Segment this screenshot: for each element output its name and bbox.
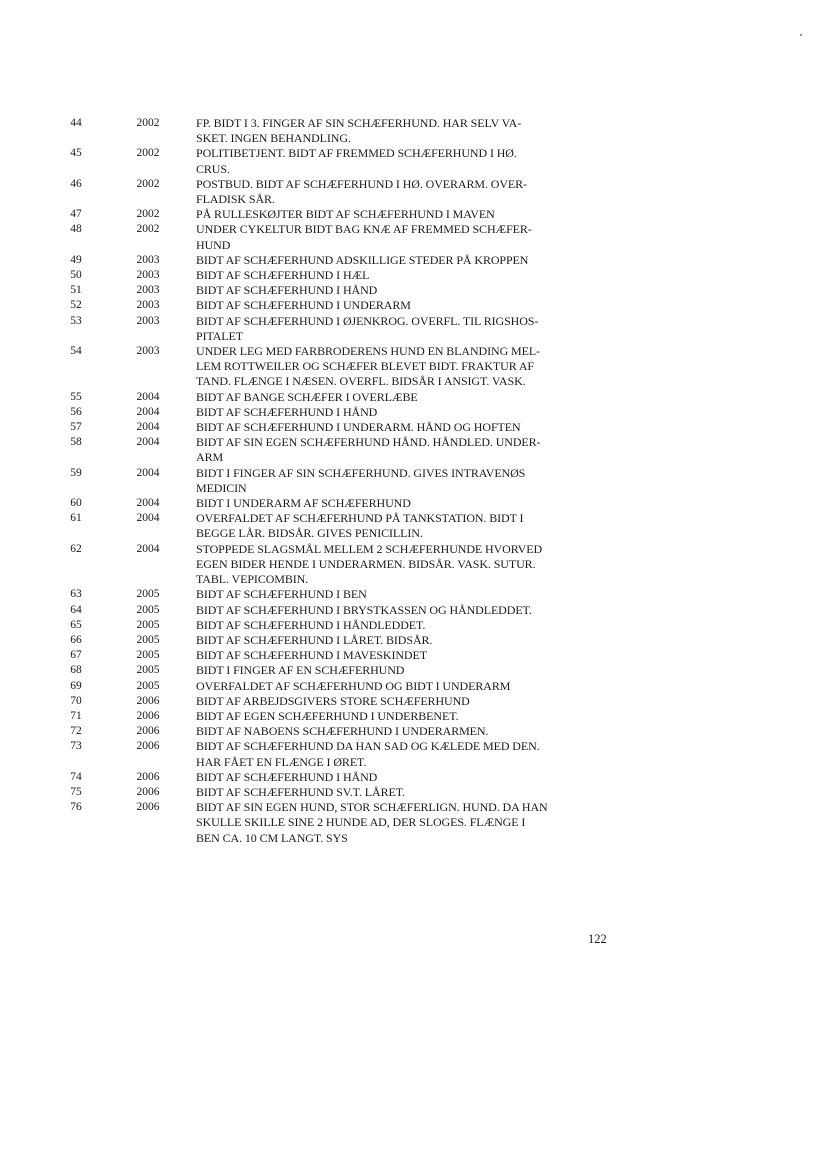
case-row [0,116,826,146]
case-row [0,207,826,222]
case-list [0,116,826,846]
case-number: 63 [70,588,82,601]
case-number: 72 [70,725,82,738]
case-row [0,435,826,465]
description-line: BIDT AF NABOENS SCHÆFERHUND I UNDERARMEN. [196,724,489,739]
page-number: 122 [588,932,607,946]
case-number: 44 [70,117,82,129]
description-line: BIDT I FINGER AF EN SCHÆFERHUND [196,663,405,678]
case-description [196,405,612,420]
description-line: BIDT AF SCHÆFERHUND I HÅND [196,769,378,784]
case-description [196,298,612,313]
case-description [196,496,612,511]
case-year: 2006 [136,694,160,707]
case-description [196,268,612,283]
description-line: HAR FÅET EN FLÆNGE I ØRET. [196,754,367,769]
description-line: PITALET [196,328,243,343]
case-year: 2005 [136,649,160,662]
description-line: SKET. INGEN BEHANDLING. [196,131,351,146]
description-line: BIDT AF SCHÆFERHUND SV.T. LÅRET. [196,784,405,799]
case-number: 66 [70,633,82,646]
case-row [0,177,826,207]
case-number: 70 [70,694,82,707]
case-year: 2004 [136,421,160,434]
case-number: 52 [70,299,82,312]
case-year: 2004 [136,466,160,479]
case-description [196,709,612,724]
case-year: 2004 [136,436,160,449]
description-line: BIDT AF SIN EGEN SCHÆFERHUND HÅND. HÅNDLED. UNDER- [196,435,541,450]
case-row [0,770,826,785]
case-row [0,344,826,390]
case-year: 2003 [136,299,160,312]
case-number: 62 [70,542,82,555]
case-year: 2003 [136,314,160,327]
case-row [0,648,826,663]
case-row [0,709,826,724]
case-number: 57 [70,421,82,434]
description-line: TABL. VEPICOMBIN. [196,572,309,587]
scan-speck [800,34,802,36]
description-line: SKULLE SKILLE SINE 2 HUNDE AD, DER SLOGES. FLÆNGE I [196,815,526,830]
case-number: 73 [70,740,82,753]
description-line: BIDT AF SCHÆFERHUND I LÅRET. BIDSÅR. [196,632,433,647]
case-year: 2005 [136,664,160,677]
case-row [0,587,826,602]
case-description [196,648,612,663]
description-line: STOPPEDE SLAGSMÅL MELLEM 2 SCHÆFERHUNDE HVORVED [196,541,543,556]
case-row [0,739,826,769]
case-year: 2002 [136,208,160,221]
case-description [196,435,612,465]
description-line: BIDT AF SCHÆFERHUND I BEN [196,587,367,602]
case-row [0,800,826,846]
case-row [0,253,826,268]
case-row [0,405,826,420]
description-line: BIDT AF SCHÆFERHUND I ØJENKROG. OVERFL. TIL RIGSHOS- [196,313,539,328]
case-row [0,390,826,405]
description-line: BIDT AF BANGE SCHÆFER I OVERLÆBE [196,389,418,404]
case-number: 55 [70,390,82,403]
case-description [196,542,612,588]
case-number: 54 [70,345,82,358]
case-year: 2002 [136,223,160,236]
case-description [196,466,612,496]
description-line: HUND [196,237,231,252]
case-year: 2003 [136,253,160,266]
description-line: BIDT AF SCHÆFERHUND DA HAN SAD OG KÆLEDE MED DEN. [196,739,540,754]
case-description [196,633,612,648]
case-description [196,283,612,298]
case-number: 45 [70,147,82,160]
case-year: 2004 [136,512,160,525]
description-line: POSTBUD. BIDT AF SCHÆFERHUND I HØ. OVERARM. OVER- [196,176,527,191]
case-row [0,466,826,496]
case-number: 68 [70,664,82,677]
case-number: 59 [70,466,82,479]
case-description [196,618,612,633]
case-description [196,314,612,344]
case-row [0,420,826,435]
case-number: 76 [70,801,82,814]
case-description [196,146,612,176]
case-description [196,663,612,678]
description-line: BIDT AF SCHÆFERHUND I HÅND [196,404,378,419]
case-year: 2003 [136,284,160,297]
description-line: BIDT I UNDERARM AF SCHÆFERHUND [196,496,411,511]
case-number: 67 [70,649,82,662]
case-number: 48 [70,223,82,236]
case-row [0,633,826,648]
case-description [196,739,612,769]
case-description [196,770,612,785]
case-description [196,207,612,222]
case-year: 2005 [136,633,160,646]
description-line: CRUS. [196,161,230,176]
case-year: 2003 [136,269,160,282]
description-line: EGEN BIDER HENDE I UNDERARMEN. BIDSÅR. VASK. SUTUR. [196,556,536,571]
case-year: 2002 [136,177,160,190]
case-year: 2004 [136,497,160,510]
case-year: 2006 [136,740,160,753]
case-number: 51 [70,284,82,297]
description-line: BIDT AF SCHÆFERHUND I HÅNDLEDDET. [196,617,426,632]
case-row [0,618,826,633]
case-number: 74 [70,770,82,783]
case-number: 49 [70,253,82,266]
case-row [0,663,826,678]
case-description [196,420,612,435]
case-description [196,344,612,390]
case-number: 46 [70,177,82,190]
case-year: 2006 [136,801,160,814]
case-year: 2006 [136,770,160,783]
description-line: TAND. FLÆNGE I NÆSEN. OVERFL. BIDSÅR I ANSIGT. VASK. [196,374,526,389]
description-line: BIDT I FINGER AF SIN SCHÆFERHUND. GIVES INTRAVENØS [196,465,526,480]
description-line: UNDER LEG MED FARBRODERENS HUND EN BLANDING MEL- [196,344,540,359]
description-line: BIDT AF SCHÆFERHUND I HÆL [196,268,370,283]
description-line: UNDER CYKELTUR BIDT BAG KNÆ AF FREMMED SCHÆFER- [196,222,532,237]
case-row [0,603,826,618]
description-line: ARM [196,450,224,465]
description-line: FP. BIDT I 3. FINGER AF SIN SCHÆFERHUND. HAR SELV VA- [196,116,522,130]
description-line: FLADISK SÅR. [196,192,275,207]
case-description [196,116,612,146]
case-year: 2006 [136,725,160,738]
case-row [0,146,826,176]
case-number: 69 [70,679,82,692]
case-description [196,253,612,268]
case-year: 2002 [136,147,160,160]
case-number: 64 [70,603,82,616]
case-row [0,268,826,283]
case-row [0,222,826,252]
description-line: BIDT AF SCHÆFERHUND I MAVESKINDET [196,648,427,663]
case-number: 60 [70,497,82,510]
case-row [0,679,826,694]
case-year: 2004 [136,390,160,403]
description-line: MEDICIN [196,480,247,495]
case-number: 50 [70,269,82,282]
description-line: POLITIBETJENT. BIDT AF FREMMED SCHÆFERHUND I HØ. [196,146,517,161]
case-description [196,390,612,405]
case-row [0,785,826,800]
description-line: OVERFALDET AF SCHÆFERHUND OG BIDT I UNDERARM [196,678,511,693]
case-description [196,694,612,709]
case-year: 2006 [136,709,160,722]
case-year: 2005 [136,603,160,616]
case-number: 58 [70,436,82,449]
case-description [196,785,612,800]
description-line: BIDT AF SCHÆFERHUND I HÅND [196,283,378,298]
case-description [196,511,612,541]
case-number: 71 [70,709,82,722]
case-number: 75 [70,785,82,798]
case-row [0,542,826,588]
description-line: BEN CA. 10 CM LANGT. SYS [196,830,348,845]
case-row [0,496,826,511]
case-row [0,724,826,739]
description-line: LEM ROTTWEILER OG SCHÆFER BLEVET BIDT. FRAKTUR AF [196,359,534,374]
case-row [0,298,826,313]
case-year: 2005 [136,588,160,601]
description-line: BIDT AF SIN EGEN HUND, STOR SCHÆFERLIGN. HUND. DA HAN [196,800,548,815]
case-number: 53 [70,314,82,327]
case-description [196,800,612,846]
description-line: BIDT AF EGEN SCHÆFERHUND I UNDERBENET. [196,708,459,723]
case-description [196,724,612,739]
case-year: 2005 [136,618,160,631]
case-description [196,177,612,207]
description-line: BIDT AF SCHÆFERHUND I UNDERARM [196,298,411,313]
case-row [0,694,826,709]
case-year: 2002 [136,117,160,129]
case-description [196,603,612,618]
description-line: PÅ RULLESKØJTER BIDT AF SCHÆFERHUND I MAVEN [196,207,495,222]
case-year: 2006 [136,785,160,798]
case-description [196,222,612,252]
case-year: 2005 [136,679,160,692]
case-year: 2004 [136,405,160,418]
case-description [196,587,612,602]
description-line: BIDT AF SCHÆFERHUND ADSKILLIGE STEDER PÅ KROPPEN [196,252,529,267]
case-description [196,679,612,694]
case-number: 56 [70,405,82,418]
description-line: BIDT AF SCHÆFERHUND I UNDERARM. HÅND OG HOFTEN [196,420,521,435]
case-year: 2004 [136,542,160,555]
description-line: BIDT AF ARBEJDSGIVERS STORE SCHÆFERHUND [196,693,470,708]
case-number: 61 [70,512,82,525]
case-number: 47 [70,208,82,221]
case-row [0,283,826,298]
case-year: 2003 [136,345,160,358]
case-number: 65 [70,618,82,631]
description-line: BEGGE LÅR. BIDSÅR. GIVES PENICILLIN. [196,526,423,541]
case-row [0,314,826,344]
description-line: OVERFALDET AF SCHÆFERHUND PÅ TANKSTATION. BIDT I [196,511,524,526]
description-line: BIDT AF SCHÆFERHUND I BRYSTKASSEN OG HÅNDLEDDET. [196,602,532,617]
case-row [0,511,826,541]
